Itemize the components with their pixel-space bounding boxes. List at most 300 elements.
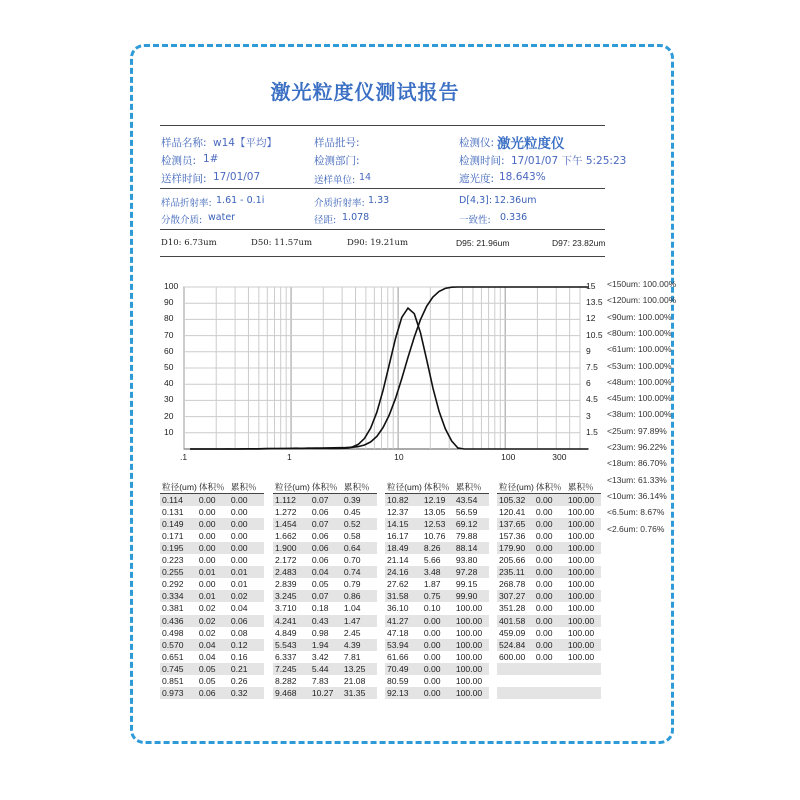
batch-label: 样品批号: bbox=[314, 137, 360, 149]
table-row bbox=[160, 651, 264, 663]
table-header-cell: 累积％ bbox=[454, 481, 489, 494]
table-cell: 0.04 bbox=[197, 639, 229, 651]
table-cell bbox=[534, 663, 566, 675]
table-header-row bbox=[160, 481, 264, 494]
table-cell: 0.52 bbox=[342, 518, 377, 530]
d97-value: D97: 23.82um bbox=[552, 238, 606, 248]
table-row bbox=[160, 566, 264, 578]
table-cell: 205.66 bbox=[499, 555, 526, 566]
table-header-row bbox=[385, 481, 489, 494]
table-header-cell: 粒径(um) bbox=[387, 482, 422, 492]
x-tick-label: 1 bbox=[287, 452, 292, 462]
table-cell: 7.245 bbox=[273, 663, 310, 675]
table-cell: 0.75 bbox=[422, 590, 454, 602]
table-cell: 97.28 bbox=[454, 566, 489, 578]
table-cell: 0.06 bbox=[229, 615, 264, 627]
table-row bbox=[385, 639, 489, 651]
cumulative-label: <18um: 86.70% bbox=[607, 458, 667, 469]
table-cell bbox=[497, 675, 534, 687]
cumulative-label: <38um: 100.00% bbox=[607, 409, 672, 420]
table-row bbox=[273, 627, 377, 639]
table-cell: 0.00 bbox=[229, 494, 264, 507]
table-cell: 0.00 bbox=[229, 518, 264, 530]
table-cell: 0.32 bbox=[229, 687, 264, 699]
x-tick-label: 300 bbox=[552, 452, 567, 462]
table-cell: 27.62 bbox=[387, 579, 409, 590]
table-row bbox=[385, 494, 489, 507]
table-cell: 1.47 bbox=[342, 615, 377, 627]
table-row bbox=[385, 518, 489, 530]
table-cell: 100.00 bbox=[455, 627, 483, 638]
table-cell: 0.00 bbox=[230, 555, 248, 566]
table-cell: 179.90 bbox=[497, 542, 534, 554]
table-cell: 79.88 bbox=[455, 531, 478, 542]
table-cell: 0.64 bbox=[342, 542, 377, 554]
x-tick-label: .1 bbox=[180, 452, 188, 462]
table-cell: 4.241 bbox=[273, 615, 310, 627]
table-row bbox=[160, 639, 264, 651]
y-left-tick-label: 10 bbox=[164, 426, 174, 437]
table-cell: 100.00 bbox=[454, 687, 489, 699]
table-cell: 61.66 bbox=[387, 651, 409, 662]
y-right-tick-label: 15 bbox=[586, 281, 596, 291]
table-cell: 3.245 bbox=[273, 590, 310, 602]
table-cell: 0.00 bbox=[535, 627, 553, 638]
table-cell: 0.10 bbox=[423, 603, 441, 614]
table-cell: 0.00 bbox=[230, 507, 248, 518]
table-cell: 100.00 bbox=[566, 518, 601, 530]
table-cell: 351.28 bbox=[499, 603, 526, 614]
table-cell: 0.04 bbox=[310, 566, 342, 578]
table-cell: 100.00 bbox=[455, 675, 483, 686]
table-cell: 47.18 bbox=[387, 627, 409, 638]
y-left-tick-label: 30 bbox=[164, 394, 174, 405]
table-row bbox=[160, 578, 264, 590]
cumulative-label: <23um: 96.22% bbox=[607, 442, 667, 452]
table-cell: 0.01 bbox=[230, 579, 248, 590]
table-cell: 0.70 bbox=[343, 555, 361, 566]
size-distribution-table bbox=[385, 481, 489, 699]
table-cell: 21.14 bbox=[387, 555, 409, 566]
table-cell: 0.86 bbox=[342, 590, 377, 602]
table-cell: 0.00 bbox=[422, 687, 454, 699]
table-cell: 10.76 bbox=[423, 531, 446, 542]
table-cell: 0.00 bbox=[535, 579, 553, 590]
uniformity-label: 一致性: bbox=[459, 215, 491, 226]
table-cell: 600.00 bbox=[499, 651, 526, 662]
table-cell: 100.00 bbox=[567, 555, 595, 566]
table-cell: 235.11 bbox=[497, 566, 534, 578]
table-cell: 0.00 bbox=[534, 494, 566, 507]
cumulative-label: <25um: 97.89% bbox=[607, 425, 667, 436]
table-cell: 3.42 bbox=[311, 651, 329, 662]
table-cell: 1.662 bbox=[275, 531, 297, 542]
table-cell: 41.27 bbox=[385, 615, 422, 627]
table-cell: 0.00 bbox=[535, 531, 553, 542]
table-cell bbox=[534, 675, 566, 687]
table-cell: 120.41 bbox=[499, 507, 526, 518]
table-row bbox=[160, 494, 264, 507]
table-cell bbox=[497, 687, 534, 699]
cumulative-label: <10um: 36.14% bbox=[607, 490, 667, 501]
tester-value: 1# bbox=[203, 153, 219, 165]
table-cell: 0.745 bbox=[160, 663, 197, 675]
table-row bbox=[273, 639, 377, 651]
table-cell: 0.00 bbox=[423, 651, 441, 662]
table-row bbox=[160, 542, 264, 554]
table-cell: 0.06 bbox=[197, 687, 229, 699]
table-cell: 0.00 bbox=[534, 639, 566, 651]
table-cell: 0.195 bbox=[160, 542, 197, 554]
y-left-tick-label: 80 bbox=[164, 313, 174, 324]
cumulative-label: <150um: 100.00% bbox=[607, 279, 677, 289]
medium-ri-value: 1.33 bbox=[368, 195, 390, 206]
y-left-tick-label: 90 bbox=[164, 297, 174, 308]
table-cell: 8.282 bbox=[275, 675, 297, 686]
table-row bbox=[160, 675, 264, 687]
table-row bbox=[385, 615, 489, 627]
cumulative-label: <2.6um: 0.76% bbox=[607, 523, 665, 534]
cumulative-label: <53um: 100.00% bbox=[607, 360, 672, 371]
table-cell: 100.00 bbox=[454, 663, 489, 675]
cumulative-label: <61um: 100.00% bbox=[607, 344, 672, 355]
y-right-tick-label: 10.5 bbox=[586, 329, 603, 340]
table-row bbox=[497, 494, 601, 507]
y-left-tick-label: 100 bbox=[164, 281, 179, 291]
table-cell: 1.272 bbox=[275, 507, 297, 518]
table-cell: 137.65 bbox=[497, 518, 534, 530]
table-header-cell: 体积％ bbox=[310, 481, 342, 494]
table-row bbox=[160, 602, 264, 614]
table-cell: 100.00 bbox=[566, 615, 601, 627]
table-row bbox=[160, 530, 264, 542]
table-cell: 56.59 bbox=[455, 507, 478, 518]
table-cell bbox=[566, 687, 601, 699]
table-cell: 0.651 bbox=[162, 651, 184, 662]
table-cell: 21.08 bbox=[343, 675, 366, 686]
y-right-tick-label: 1.5 bbox=[586, 426, 598, 437]
table-cell: 0.223 bbox=[162, 555, 184, 566]
table-header-cell: 累积％ bbox=[566, 481, 601, 494]
report-title: 激光粒度仪测试报告 bbox=[270, 80, 460, 104]
y-right-tick-label: 4.5 bbox=[586, 394, 598, 405]
table-cell: 100.00 bbox=[566, 590, 601, 602]
table-header-cell: 累积％ bbox=[229, 481, 264, 494]
table-cell: 0.334 bbox=[160, 590, 197, 602]
sample-name-label: 样品名称: bbox=[161, 137, 207, 149]
table-cell: 1.04 bbox=[343, 603, 361, 614]
table-cell: 0.07 bbox=[310, 494, 342, 507]
table-row bbox=[273, 663, 377, 675]
test-time-label: 检测时间: bbox=[459, 155, 505, 167]
table-cell: 9.468 bbox=[273, 687, 310, 699]
table-row bbox=[385, 506, 489, 518]
table-cell: 5.44 bbox=[310, 663, 342, 675]
table-cell: 0.255 bbox=[160, 566, 197, 578]
d95-value: D95: 21.96um bbox=[456, 238, 510, 248]
table-row bbox=[385, 663, 489, 675]
table-cell: 100.00 bbox=[566, 542, 601, 554]
table-row bbox=[497, 554, 601, 566]
table-cell: 92.13 bbox=[385, 687, 422, 699]
cumulative-label: <120um: 100.00% bbox=[607, 295, 677, 306]
table-cell: 12.19 bbox=[422, 494, 454, 507]
table-row bbox=[273, 494, 377, 507]
table-cell: 0.00 bbox=[423, 675, 441, 686]
table-row bbox=[273, 687, 377, 699]
table-row bbox=[497, 675, 601, 687]
sample-name-value: w14【平均】 bbox=[213, 137, 277, 149]
table-cell: 1.454 bbox=[273, 518, 310, 530]
table-row bbox=[385, 651, 489, 663]
table-cell: 12.53 bbox=[422, 518, 454, 530]
dispersant-value: water bbox=[208, 212, 236, 223]
table-row bbox=[160, 627, 264, 639]
table-row bbox=[160, 554, 264, 566]
table-cell: 0.00 bbox=[422, 615, 454, 627]
table-cell: 0.851 bbox=[162, 675, 184, 686]
table-cell: 3.710 bbox=[275, 603, 297, 614]
table-cell: 459.09 bbox=[499, 627, 526, 638]
table-cell: 14.15 bbox=[385, 518, 422, 530]
table-row bbox=[160, 687, 264, 699]
table-row bbox=[273, 506, 377, 518]
table-row bbox=[497, 506, 601, 518]
table-cell: 0.00 bbox=[534, 590, 566, 602]
table-cell: 0.00 bbox=[535, 507, 553, 518]
table-cell: 0.16 bbox=[230, 651, 248, 662]
table-cell bbox=[534, 687, 566, 699]
y-left-tick-label: 70 bbox=[164, 329, 174, 340]
table-header-cell: 体积％ bbox=[197, 481, 229, 494]
table-cell: 0.00 bbox=[197, 518, 229, 530]
table-cell bbox=[566, 663, 601, 675]
table-cell: 0.171 bbox=[162, 531, 184, 542]
table-header-cell: 粒径(um) bbox=[499, 482, 534, 492]
table-cell: 13.25 bbox=[342, 663, 377, 675]
table-row bbox=[497, 542, 601, 554]
table-cell: 0.131 bbox=[162, 507, 184, 518]
size-distribution-table bbox=[160, 481, 264, 699]
y-right-tick-label: 7.5 bbox=[586, 362, 598, 372]
span-value: 1.078 bbox=[342, 212, 370, 223]
table-cell: 88.14 bbox=[454, 542, 489, 554]
table-cell: 70.49 bbox=[385, 663, 422, 675]
size-distribution-table bbox=[273, 481, 377, 699]
table-cell: 5.66 bbox=[423, 555, 441, 566]
table-cell: 100.00 bbox=[566, 566, 601, 578]
table-cell: 36.10 bbox=[387, 603, 409, 614]
table-cell: 0.498 bbox=[162, 627, 184, 638]
table-cell bbox=[497, 663, 534, 675]
send-unit-value: 14 bbox=[359, 172, 372, 183]
table-cell: 100.00 bbox=[567, 651, 595, 662]
table-cell: 0.04 bbox=[198, 651, 216, 662]
table-cell: 0.381 bbox=[162, 603, 184, 614]
table-row bbox=[497, 578, 601, 590]
table-cell: 268.78 bbox=[499, 579, 526, 590]
table-cell: 0.04 bbox=[230, 603, 248, 614]
table-cell: 0.05 bbox=[198, 675, 216, 686]
table-cell: 0.58 bbox=[343, 531, 361, 542]
table-row bbox=[273, 615, 377, 627]
table-cell: 7.81 bbox=[343, 651, 361, 662]
table-cell: 3.48 bbox=[422, 566, 454, 578]
table-cell: 0.74 bbox=[342, 566, 377, 578]
test-time-value: 17/01/07 下午 5:25:23 bbox=[511, 155, 627, 167]
y-right-tick-label: 9 bbox=[586, 345, 591, 356]
table-cell: 53.94 bbox=[385, 639, 422, 651]
table-row bbox=[273, 590, 377, 602]
send-time-value: 17/01/07 bbox=[213, 171, 261, 183]
table-cell: 0.973 bbox=[160, 687, 197, 699]
table-row bbox=[497, 590, 601, 602]
table-cell: 100.00 bbox=[454, 639, 489, 651]
table-cell: 0.00 bbox=[535, 603, 553, 614]
table-row bbox=[497, 518, 601, 530]
table-cell: 0.98 bbox=[311, 627, 329, 638]
table-row bbox=[497, 651, 601, 663]
table-row bbox=[273, 554, 377, 566]
table-cell: 105.32 bbox=[497, 494, 534, 507]
table-row bbox=[497, 530, 601, 542]
instrument-value: 激光粒度仪 bbox=[497, 136, 565, 152]
table-cell: 24.16 bbox=[385, 566, 422, 578]
x-tick-label: 10 bbox=[394, 452, 404, 462]
y-right-tick-label: 12 bbox=[586, 313, 596, 324]
table-row bbox=[385, 554, 489, 566]
table-cell: 0.21 bbox=[229, 663, 264, 675]
table-cell: 0.114 bbox=[160, 494, 197, 507]
table-cell: 0.00 bbox=[197, 542, 229, 554]
y-left-tick-label: 20 bbox=[164, 410, 174, 421]
table-cell: 100.00 bbox=[567, 627, 595, 638]
table-row bbox=[273, 602, 377, 614]
table-cell: 2.172 bbox=[275, 555, 297, 566]
table-row bbox=[160, 663, 264, 675]
cumulative-label: <13um: 61.33% bbox=[607, 474, 667, 485]
table-cell: 100.00 bbox=[566, 494, 601, 507]
table-cell: 0.00 bbox=[198, 579, 216, 590]
send-unit-label: 送样单位: bbox=[314, 175, 356, 186]
table-row bbox=[385, 530, 489, 542]
table-cell: 0.292 bbox=[162, 579, 184, 590]
table-cell: 10.82 bbox=[385, 494, 422, 507]
table-cell: 0.00 bbox=[534, 518, 566, 530]
table-cell: 0.00 bbox=[535, 651, 553, 662]
table-cell: 0.06 bbox=[311, 555, 329, 566]
table-cell: 4.849 bbox=[275, 627, 297, 638]
table-cell: 0.18 bbox=[311, 603, 329, 614]
table-cell: 0.07 bbox=[310, 518, 342, 530]
table-row bbox=[160, 506, 264, 518]
table-cell: 100.00 bbox=[567, 531, 595, 542]
table-cell: 0.01 bbox=[197, 590, 229, 602]
table-row bbox=[497, 627, 601, 639]
table-cell: 43.54 bbox=[454, 494, 489, 507]
table-row bbox=[273, 542, 377, 554]
table-cell: 100.00 bbox=[566, 639, 601, 651]
tester-label: 检测员: bbox=[161, 155, 197, 167]
table-cell: 10.27 bbox=[310, 687, 342, 699]
table-row bbox=[497, 602, 601, 614]
table-cell: 0.26 bbox=[230, 675, 248, 686]
table-cell: 0.00 bbox=[198, 507, 216, 518]
table-row bbox=[273, 651, 377, 663]
table-cell: 93.80 bbox=[455, 555, 478, 566]
table-row bbox=[273, 530, 377, 542]
table-cell: 0.02 bbox=[198, 627, 216, 638]
sample-ri-label: 样品折射率: bbox=[161, 198, 212, 209]
y-left-tick-label: 60 bbox=[164, 345, 174, 356]
table-row bbox=[497, 615, 601, 627]
cumulative-label: <45um: 100.00% bbox=[607, 393, 672, 404]
table-cell: 0.06 bbox=[311, 531, 329, 542]
table-cell: 0.570 bbox=[160, 639, 197, 651]
table-cell: 2.483 bbox=[273, 566, 310, 578]
table-cell: 0.06 bbox=[310, 542, 342, 554]
table-row bbox=[385, 602, 489, 614]
table-cell: 6.337 bbox=[275, 651, 297, 662]
table-cell: 0.00 bbox=[229, 542, 264, 554]
d10-value: D10: 6.73um bbox=[161, 238, 217, 248]
table-cell: 0.00 bbox=[534, 542, 566, 554]
table-cell: 0.45 bbox=[343, 507, 361, 518]
table-row bbox=[385, 542, 489, 554]
table-cell: 0.00 bbox=[198, 531, 216, 542]
y-right-tick-label: 3 bbox=[586, 410, 591, 421]
medium-ri-label: 介质折射率: bbox=[314, 198, 365, 209]
sample-ri-value: 1.61 - 0.1i bbox=[216, 195, 265, 206]
table-cell: 0.00 bbox=[534, 566, 566, 578]
table-cell: 18.49 bbox=[385, 542, 422, 554]
table-cell: 0.01 bbox=[197, 566, 229, 578]
table-cell: 12.37 bbox=[387, 507, 409, 518]
table-cell: 0.00 bbox=[422, 639, 454, 651]
table-row bbox=[160, 518, 264, 530]
y-left-tick-label: 40 bbox=[164, 378, 174, 389]
table-row bbox=[385, 578, 489, 590]
table-row bbox=[160, 615, 264, 627]
cumulative-label: <48um: 100.00% bbox=[607, 376, 672, 387]
table-cell: 1.87 bbox=[423, 579, 441, 590]
table-cell: 0.06 bbox=[311, 507, 329, 518]
table-row bbox=[273, 578, 377, 590]
table-row bbox=[160, 590, 264, 602]
table-cell: 0.00 bbox=[423, 627, 441, 638]
table-cell: 100.00 bbox=[567, 507, 595, 518]
table-row bbox=[497, 639, 601, 651]
table-row bbox=[273, 566, 377, 578]
dispersant-label: 分散介质: bbox=[161, 215, 203, 226]
table-cell: 0.00 bbox=[198, 555, 216, 566]
table-header-cell: 累积％ bbox=[342, 481, 377, 494]
dept-label: 检测部门: bbox=[314, 155, 360, 167]
size-distribution-table bbox=[497, 481, 601, 699]
table-cell: 0.149 bbox=[160, 518, 197, 530]
table-row bbox=[385, 687, 489, 699]
y-left-tick-label: 50 bbox=[164, 362, 174, 372]
table-cell: 31.35 bbox=[342, 687, 377, 699]
table-cell: 100.00 bbox=[567, 579, 595, 590]
table-cell: 1.112 bbox=[273, 494, 310, 507]
table-cell: 99.15 bbox=[455, 579, 478, 590]
table-row bbox=[385, 627, 489, 639]
table-cell: 0.39 bbox=[342, 494, 377, 507]
table-cell: 0.00 bbox=[534, 615, 566, 627]
table-cell bbox=[566, 675, 601, 687]
table-cell: 100.00 bbox=[455, 603, 483, 614]
